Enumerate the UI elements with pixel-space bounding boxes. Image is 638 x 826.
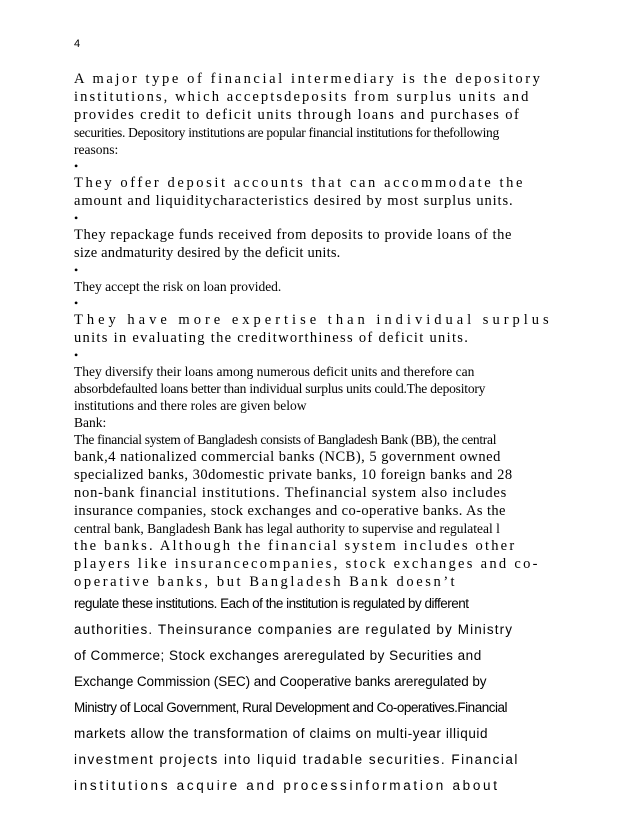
text-line: authorities. Theinsurance companies are regulated by Ministry xyxy=(74,622,514,637)
text-line: institutions and there roles are given below xyxy=(74,398,307,413)
text-line: reasons: xyxy=(74,142,119,157)
text-line: central bank, Bangladesh Bank has legal authority to supervise and regulateal l xyxy=(74,521,500,536)
text-line: They offer deposit accounts that can accommodate the xyxy=(74,175,525,191)
text-line: absorbdefaulted loans better than individual surplus units could.The depository xyxy=(74,381,486,396)
text-line: specialized banks, 30domestic private banks, 10 foreign banks and 28 xyxy=(74,467,513,483)
text-line: They diversify their loans among numerous deficit units and therefore can xyxy=(74,364,475,379)
text-line: bank,4 nationalized commercial banks (NCB), 5 government owned xyxy=(74,449,501,465)
text-line: They accept the risk on loan provided. xyxy=(74,279,282,294)
text-line: insurance companies, stock exchanges and co-operative banks. As the xyxy=(74,503,506,519)
bullet-marker: • xyxy=(74,296,79,310)
text-line: provides credit to deficit units through loans and purchases of xyxy=(74,107,521,123)
text-line: amount and liquiditycharacteristics desired by most surplus units. xyxy=(74,193,514,209)
text-line: The financial system of Bangladesh consists of Bangladesh Bank (BB), the central xyxy=(74,432,497,447)
text-line: securities. Depository institutions are popular financial institutions for thefollowing xyxy=(74,125,499,140)
text-line: Ministry of Local Government, Rural Development and Co-operatives.Financial xyxy=(74,700,507,715)
text-line: non-bank financial institutions. Thefinancial system also includes xyxy=(74,485,508,501)
text-line: Exchange Commission (SEC) and Cooperative banks areregulated by xyxy=(74,674,487,689)
text-line: They repackage funds received from deposits to provide loans of the xyxy=(74,227,513,243)
document-body xyxy=(74,70,574,799)
bullet-marker: • xyxy=(74,348,79,362)
text-line: of Commerce; Stock exchanges areregulated by Securities and xyxy=(74,648,482,663)
text-line: They have more expertise than individual surplus xyxy=(74,312,553,328)
bullet-marker: • xyxy=(74,263,79,277)
text-line: operative banks, but Bangladesh Bank doesn’t xyxy=(74,574,458,590)
page-number: 4 xyxy=(74,38,81,50)
text-line: units in evaluating the creditworthiness of deficit units. xyxy=(74,330,470,346)
text-line: the banks. Although the financial system includes other xyxy=(74,538,517,554)
text-line: regulate these institutions. Each of the institution is regulated by different xyxy=(74,596,469,611)
bullet-marker: • xyxy=(74,211,79,225)
text-line: A major type of financial intermediary is the depository xyxy=(74,71,543,87)
bullet-marker: • xyxy=(74,159,79,173)
text-line: institutions acquire and processinformation about xyxy=(74,778,500,793)
text-line: players like insurancecompanies, stock exchanges and co- xyxy=(74,556,540,572)
text-line: Bank: xyxy=(74,415,107,430)
text-line: markets allow the transformation of claims on multi-year illiquid xyxy=(74,726,489,741)
text-line: investment projects into liquid tradable securities. Financial xyxy=(74,752,519,767)
text-line: size andmaturity desired by the deficit units. xyxy=(74,245,341,261)
text-line: institutions, which acceptsdeposits from surplus units and xyxy=(74,89,531,105)
